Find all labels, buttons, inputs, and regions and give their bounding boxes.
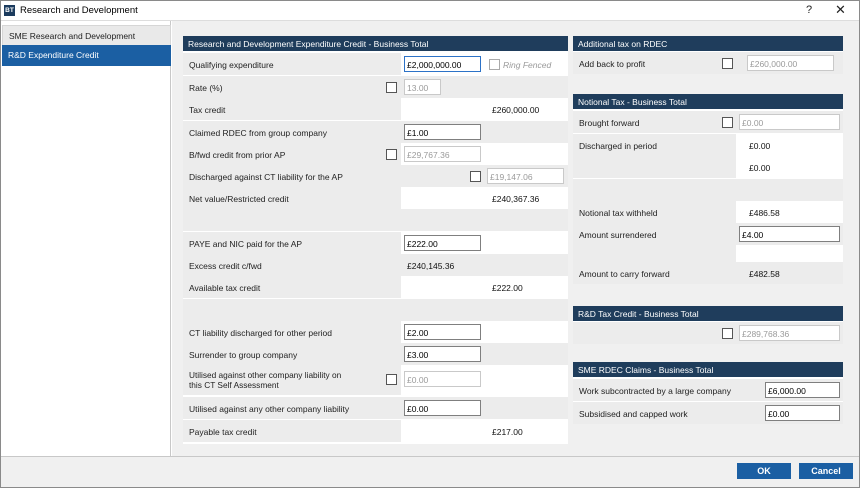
subsidised-input[interactable]: £0.00 xyxy=(765,405,840,421)
claimed-group-input[interactable]: £1.00 xyxy=(404,124,481,140)
utilised-any-label: Utilised against any other company liability xyxy=(189,404,350,414)
withheld-label: Notional tax withheld xyxy=(579,208,658,218)
footer-bar xyxy=(1,456,859,487)
claimed-group-label: Claimed RDEC from group company xyxy=(189,128,327,138)
discharged-period-row xyxy=(573,134,843,156)
notional-tax-header: Notional Tax - Business Total xyxy=(573,94,843,109)
discharged-period-value-1: £0.00 xyxy=(749,141,771,151)
excess-credit-value: £240,145.36 xyxy=(407,261,455,271)
add-back-checkbox[interactable] xyxy=(722,58,733,69)
available-credit-value: £222.00 xyxy=(492,283,523,293)
discharged-period-value-2: £0.00 xyxy=(749,163,771,173)
discharged-ct-checkbox[interactable] xyxy=(470,171,481,182)
add-back-row xyxy=(573,52,843,74)
rd-tax-credit-section xyxy=(573,306,843,344)
add-back-label: Add back to profit xyxy=(579,59,646,69)
rdec-header: Research and Development Expenditure Credit - Business Total xyxy=(183,36,568,51)
tax-credit-value: £260,000.00 xyxy=(492,105,540,115)
utilised-other-sa-label-line2: this CT Self Assessment xyxy=(189,380,279,390)
subsidised-label: Subsidised and capped work xyxy=(579,409,688,419)
sidebar-item-sme-research[interactable]: SME Research and Development xyxy=(2,25,171,46)
bfwd-checkbox[interactable] xyxy=(386,149,397,160)
carry-forward-label: Amount to carry forward xyxy=(579,269,670,279)
tax-credit-row xyxy=(183,98,568,120)
sidebar-item-rd-expenditure-credit[interactable]: R&D Expenditure Credit xyxy=(2,45,171,66)
additional-tax-header: Additional tax on RDEC xyxy=(573,36,843,51)
rate-input[interactable]: 13.00 xyxy=(404,79,441,95)
rdec-section xyxy=(183,36,568,444)
available-credit-label: Available tax credit xyxy=(189,283,261,293)
rd-tax-credit-row xyxy=(573,322,843,344)
surrender-group-input[interactable]: £3.00 xyxy=(404,346,481,362)
rate-label: Rate (%) xyxy=(189,83,223,93)
surrender-group-row xyxy=(183,343,568,365)
close-icon[interactable]: ✕ xyxy=(835,2,846,17)
qualifying-expenditure-row xyxy=(183,53,568,75)
utilised-other-sa-input[interactable]: £0.00 xyxy=(404,371,481,387)
paye-nic-input[interactable]: £222.00 xyxy=(404,235,481,251)
rate-checkbox[interactable] xyxy=(386,82,397,93)
add-back-input[interactable]: £260,000.00 xyxy=(747,55,834,71)
tax-credit-label: Tax credit xyxy=(189,105,226,115)
utilised-any-input[interactable]: £0.00 xyxy=(404,400,481,416)
surrender-group-label: Surrender to group company xyxy=(189,350,298,360)
app-logo-icon: BT xyxy=(5,7,14,14)
ring-fenced-checkbox[interactable] xyxy=(489,59,500,70)
window-title: Research and Development xyxy=(20,5,138,16)
ct-other-period-row xyxy=(183,321,568,343)
rd-tax-credit-checkbox[interactable] xyxy=(722,328,733,339)
bfwd-label: B/fwd credit from prior AP xyxy=(189,150,286,160)
subcontracted-label: Work subcontracted by a large company xyxy=(579,386,731,396)
utilised-other-sa-label-line1: Utilised against other company liability on xyxy=(189,370,342,380)
qualifying-expenditure-label: Qualifying expenditure xyxy=(189,60,274,70)
discharged-period-label: Discharged in period xyxy=(579,141,657,151)
surrendered-row xyxy=(573,223,843,245)
excess-credit-label: Excess credit c/fwd xyxy=(189,261,262,271)
brought-forward-input[interactable]: £0.00 xyxy=(739,114,840,130)
rd-tax-credit-input[interactable]: £289,768.36 xyxy=(739,325,840,341)
paye-nic-label: PAYE and NIC paid for the AP xyxy=(189,239,303,249)
cancel-button[interactable]: Cancel xyxy=(799,463,853,479)
excess-credit-row xyxy=(183,254,568,276)
ring-fenced-label: Ring Fenced xyxy=(503,60,552,70)
bfwd-input[interactable]: £29,767.36 xyxy=(404,146,481,162)
withheld-row xyxy=(573,201,843,223)
brought-forward-row xyxy=(573,111,843,133)
additional-tax-section xyxy=(573,36,843,74)
help-icon[interactable]: ? xyxy=(806,4,813,16)
paye-nic-row xyxy=(183,232,568,254)
main-panel xyxy=(172,21,859,456)
brought-forward-checkbox[interactable] xyxy=(722,117,733,128)
notional-tax-section xyxy=(573,94,843,284)
spacer-row-2 xyxy=(183,299,568,321)
net-value-value: £240,367.36 xyxy=(492,194,540,204)
claimed-group-row xyxy=(183,121,568,143)
title-bar xyxy=(1,1,859,21)
available-credit-row xyxy=(183,276,568,298)
surrendered-label: Amount surrendered xyxy=(579,230,657,240)
surrendered-input[interactable]: £4.00 xyxy=(739,226,840,242)
subcontracted-row xyxy=(573,379,843,401)
utilised-other-sa-row xyxy=(183,365,568,395)
sme-rdec-section xyxy=(573,362,843,424)
net-value-label: Net value/Restricted credit xyxy=(189,194,289,204)
subcontracted-input[interactable]: £6,000.00 xyxy=(765,382,840,398)
discharged-ct-label: Discharged against CT liability for the AP xyxy=(189,172,343,182)
payable-row xyxy=(183,420,568,442)
carry-forward-value: £482.58 xyxy=(749,269,780,279)
discharged-ct-row xyxy=(183,165,568,187)
ct-other-period-label: CT liability discharged for other period xyxy=(189,328,332,338)
ok-button[interactable]: OK xyxy=(737,463,791,479)
subsidised-row xyxy=(573,402,843,424)
brought-forward-label: Brought forward xyxy=(579,118,640,128)
utilised-any-row xyxy=(183,397,568,419)
notional-spacer-row xyxy=(573,179,843,201)
net-value-row xyxy=(183,187,568,209)
payable-label: Payable tax credit xyxy=(189,427,257,437)
sme-rdec-header: SME RDEC Claims - Business Total xyxy=(573,362,843,377)
utilised-other-sa-checkbox[interactable] xyxy=(386,374,397,385)
discharged-ct-input[interactable]: £19,147.06 xyxy=(487,168,564,184)
withheld-value: £486.58 xyxy=(749,208,780,218)
discharged-period-row-2 xyxy=(573,156,843,178)
qualifying-expenditure-input[interactable]: £2,000,000.00 xyxy=(404,56,481,72)
sidebar xyxy=(1,21,171,456)
rate-row xyxy=(183,76,568,98)
rd-tax-credit-header: R&D Tax Credit - Business Total xyxy=(573,306,843,321)
payable-value: £217.00 xyxy=(492,427,523,437)
ct-other-period-input[interactable]: £2.00 xyxy=(404,324,481,340)
bfwd-row xyxy=(183,143,568,165)
spacer-row xyxy=(183,209,568,231)
carry-forward-row xyxy=(573,262,843,284)
